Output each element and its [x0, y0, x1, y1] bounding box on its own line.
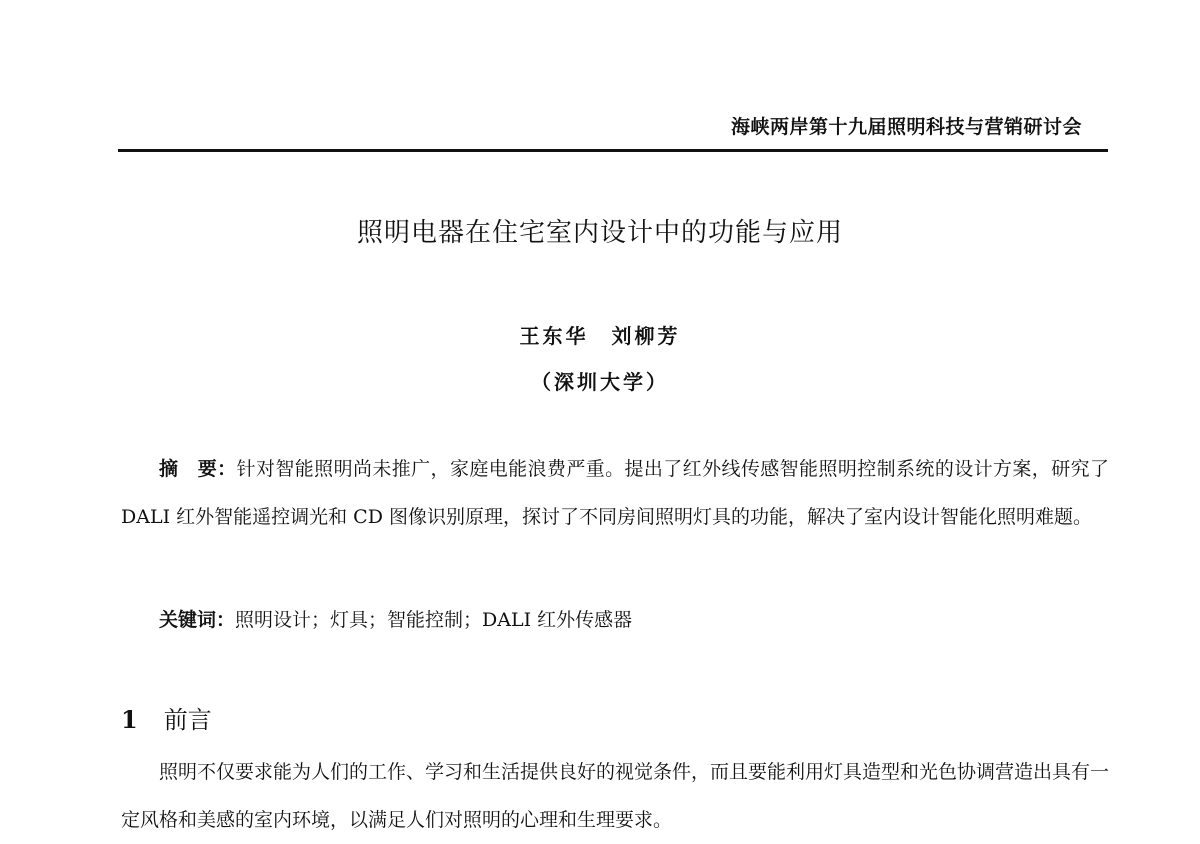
- section-heading: [121, 700, 212, 735]
- abstract-label: 摘 要：: [159, 458, 237, 480]
- header-rule: [118, 149, 1108, 152]
- keywords-label: 关键词：: [159, 609, 236, 631]
- intro-paragraph: 照明不仅要求能为人们的工作、学习和生活提供良好的视觉条件，而且要能利用灯具造型和光色协调营造出具有一定风格和美感的室内环境，以满足人们对照明的心理和生理要求。: [121, 761, 1110, 831]
- section-title: 前言: [163, 706, 212, 734]
- keywords-text: 照明设计；灯具；智能控制；DALI 红外传感器: [235, 609, 633, 631]
- paper-authors: 王东华 刘柳芳: [519, 324, 681, 348]
- paper-affiliation: （深圳大学）: [531, 370, 669, 394]
- section-number: 1: [121, 705, 138, 734]
- abstract-text: 针对智能照明尚未推广，家庭电能浪费严重。提出了红外线传感智能照明控制系统的设计方案，研究了 DALI 红外智能遥控调光和 CD 图像识别原理，探讨了不同房间照明灯具的功能，解决了室内设计智能化照明难题。: [121, 458, 1109, 528]
- abstract: [121, 445, 1109, 541]
- running-header: 海峡两岸第十九届照明科技与营销研讨会: [730, 116, 1082, 138]
- keywords: [121, 596, 1109, 644]
- paper-title: 照明电器在住宅室内设计中的功能与应用: [356, 218, 843, 248]
